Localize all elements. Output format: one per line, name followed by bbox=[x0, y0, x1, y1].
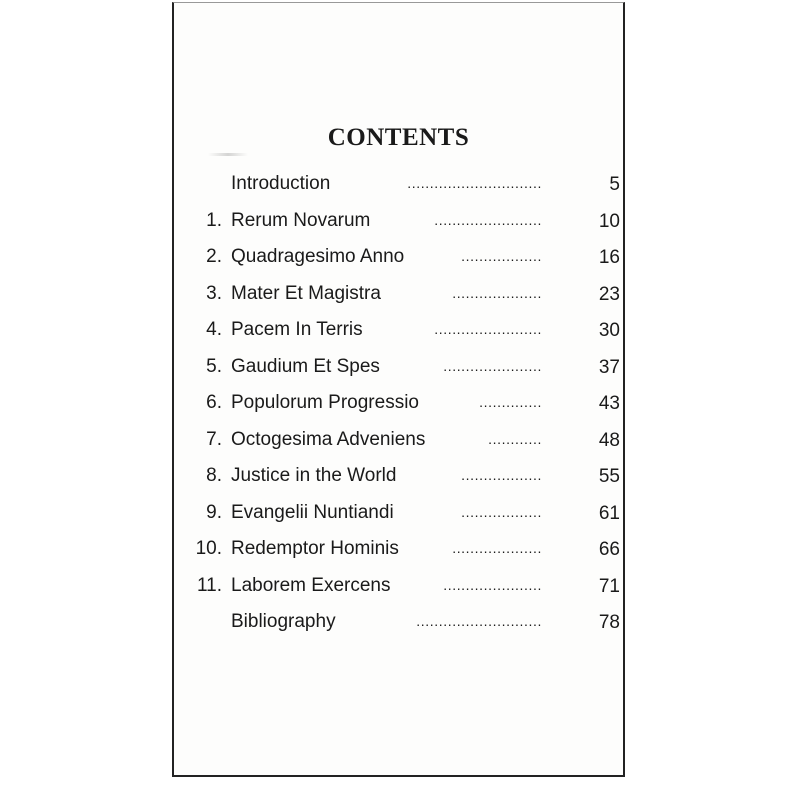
toc-entry-1 bbox=[174, 204, 623, 241]
toc-entry-9 bbox=[174, 496, 623, 533]
entry-title: Justice in the World bbox=[231, 465, 397, 486]
dot-leader: .................. bbox=[461, 248, 542, 264]
entry-page-number: 5 bbox=[609, 174, 620, 195]
dot-leader: .............................. bbox=[407, 175, 542, 191]
entry-number: 7. bbox=[206, 428, 222, 450]
entry-number: 4. bbox=[206, 319, 222, 340]
entry-page-number: 66 bbox=[598, 539, 620, 560]
entry-title: Redemptor Hominis bbox=[231, 538, 399, 559]
dot-leader: .................. bbox=[461, 503, 542, 520]
entry-page-number: 71 bbox=[598, 575, 620, 597]
dot-leader: ........................ bbox=[434, 211, 542, 228]
entry-title: Populorum Progressio bbox=[231, 392, 419, 413]
dot-leader: ........................ bbox=[434, 321, 542, 337]
entry-title: Quadragesimo Anno bbox=[231, 246, 405, 267]
entry-page-number: 78 bbox=[598, 612, 620, 633]
entry-title: Rerum Novarum bbox=[231, 209, 371, 231]
entry-title: Laborem Exercens bbox=[231, 574, 391, 596]
entry-number: 9. bbox=[206, 501, 222, 523]
dot-leader: .................... bbox=[452, 284, 542, 301]
entry-number: 11. bbox=[196, 574, 222, 596]
dot-leader: ...................... bbox=[443, 576, 542, 593]
dot-leader: ............ bbox=[488, 430, 542, 447]
paper-smudge bbox=[208, 153, 248, 156]
toc-entry-8 bbox=[174, 459, 623, 496]
contents-heading: CONTENTS bbox=[327, 124, 470, 151]
entry-number: 10. bbox=[195, 538, 222, 559]
toc-entry-bibliography bbox=[174, 605, 623, 642]
table-of-contents bbox=[174, 167, 623, 642]
entry-title: Mater Et Magistra bbox=[231, 282, 381, 304]
toc-entry-6 bbox=[174, 386, 623, 423]
entry-number: 1. bbox=[206, 209, 222, 231]
entry-title: Bibliography bbox=[231, 611, 336, 632]
entry-page-number: 30 bbox=[598, 320, 620, 341]
dot-leader: .................... bbox=[452, 540, 542, 556]
entry-number: 6. bbox=[206, 392, 222, 413]
dot-leader: ...................... bbox=[443, 357, 542, 374]
entry-page-number: 55 bbox=[598, 466, 620, 487]
toc-entry-2 bbox=[174, 240, 623, 277]
toc-entry-7 bbox=[174, 423, 623, 460]
toc-entry-5 bbox=[174, 350, 623, 387]
entry-number: 8. bbox=[206, 465, 222, 486]
toc-entry-4 bbox=[174, 313, 623, 350]
toc-entry-3 bbox=[174, 277, 623, 314]
dot-leader: .............. bbox=[479, 394, 542, 410]
entry-number: 3. bbox=[206, 282, 222, 304]
entry-number: 5. bbox=[206, 355, 222, 377]
entry-title: Evangelii Nuntiandi bbox=[231, 501, 394, 523]
entry-page-number: 23 bbox=[598, 283, 620, 305]
dot-leader: .................. bbox=[461, 467, 542, 483]
entry-page-number: 37 bbox=[598, 356, 620, 378]
toc-entry-10 bbox=[174, 532, 623, 569]
entry-number: 2. bbox=[206, 246, 222, 267]
entry-page-number: 48 bbox=[598, 429, 620, 451]
toc-entry-11 bbox=[174, 569, 623, 606]
entry-title: Pacem In Terris bbox=[231, 319, 363, 340]
entry-title: Gaudium Et Spes bbox=[231, 355, 380, 377]
book-page bbox=[172, 2, 625, 777]
entry-page-number: 61 bbox=[598, 502, 620, 524]
entry-title: Octogesima Adveniens bbox=[231, 428, 426, 450]
dot-leader: ............................ bbox=[416, 613, 542, 629]
entry-title: Introduction bbox=[231, 173, 331, 194]
entry-page-number: 10 bbox=[598, 210, 620, 232]
entry-page-number: 16 bbox=[598, 247, 620, 268]
toc-entry-introduction bbox=[174, 167, 623, 204]
entry-page-number: 43 bbox=[598, 393, 620, 414]
